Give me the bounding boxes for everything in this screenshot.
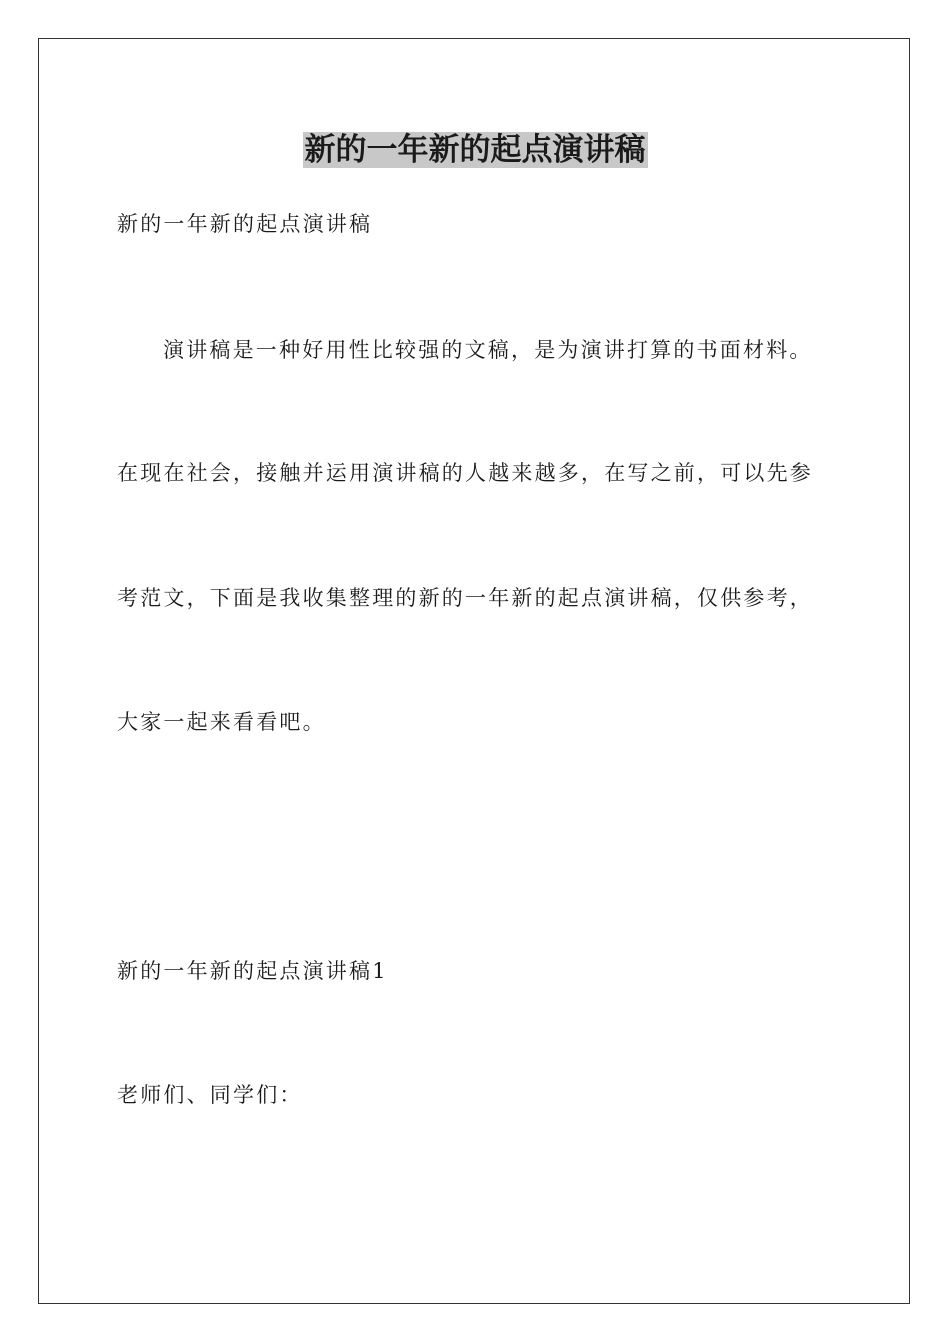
document-title [0, 128, 950, 172]
greeting-line: 老师们、同学们： [117, 1083, 303, 1107]
intro-paragraph-line-3: 考范文，下面是我收集整理的新的一年新的起点演讲稿，仅供参考， [117, 586, 813, 610]
intro-paragraph-line-1: 演讲稿是一种好用性比较强的文稿，是为演讲打算的书面材料。 [163, 338, 813, 362]
intro-paragraph-line-2: 在现在社会，接触并运用演讲稿的人越来越多，在写之前，可以先参 [117, 461, 813, 485]
section-heading: 新的一年新的起点演讲稿1 [117, 959, 388, 983]
document-title-text: 新的一年新的起点演讲稿 [304, 132, 646, 168]
intro-paragraph-line-4: 大家一起来看看吧。 [117, 710, 326, 734]
document-subtitle: 新的一年新的起点演讲稿 [117, 212, 373, 236]
